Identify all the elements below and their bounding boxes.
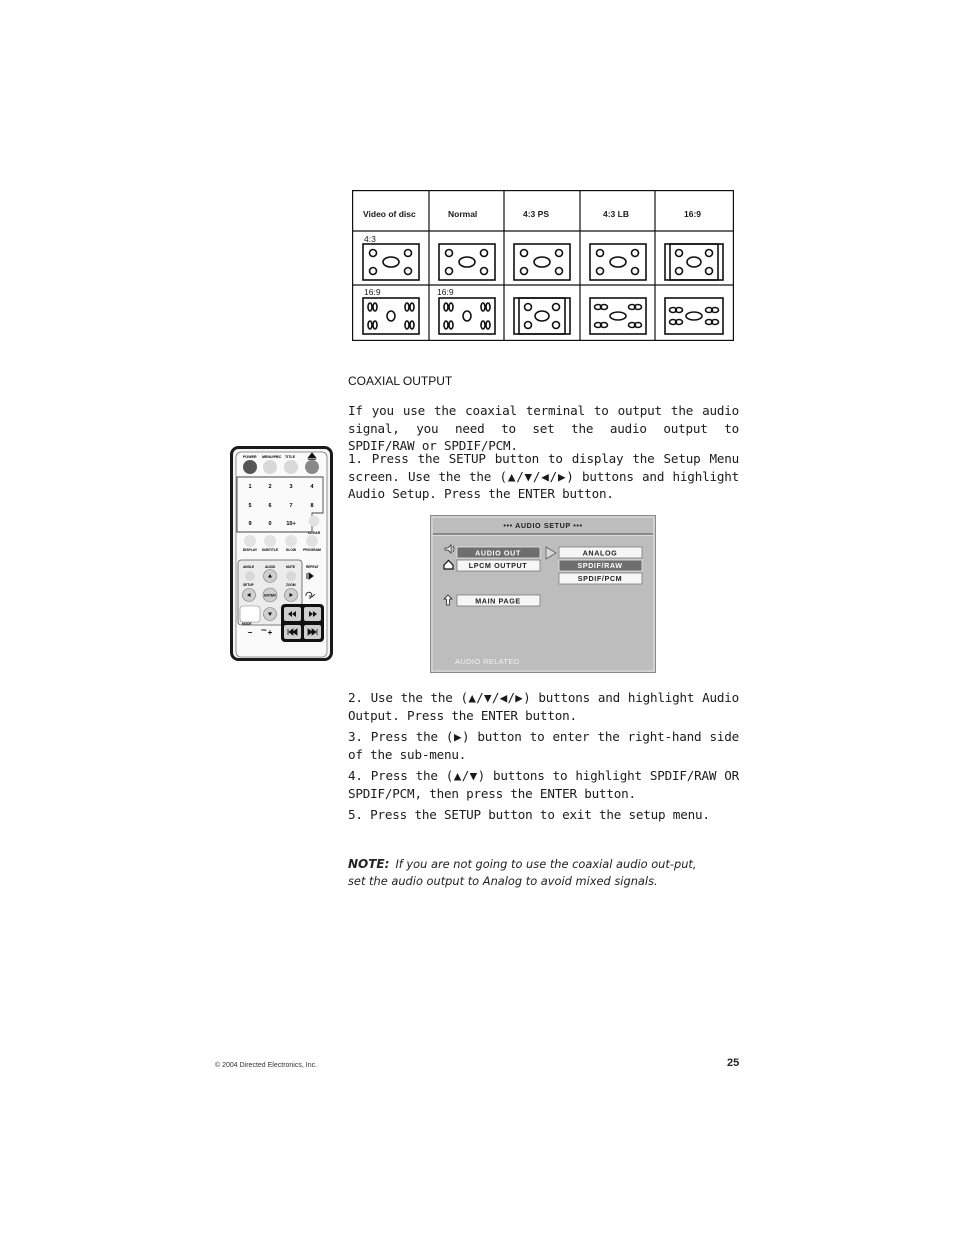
power-button (243, 460, 257, 474)
svg-text:SPDIF/RAW: SPDIF/RAW (577, 561, 623, 570)
digit-6: 6 (268, 503, 272, 509)
step-5: 5. Press the SETUP button to exit the setup menu. (348, 807, 710, 822)
row-label-169: 16:9 (364, 287, 381, 297)
digit-0: 0 (268, 521, 272, 527)
audio-setup-menu-screen (430, 515, 656, 673)
remote-label-enter: ENTER (264, 593, 276, 598)
remote-label-slow: SLOW (285, 548, 297, 552)
remote-label-angle: ANGLE (243, 565, 255, 569)
copyright: © 2004 Directed Electronics, Inc. (215, 1062, 318, 1069)
remote-label-setup: SETUP (243, 583, 254, 587)
remote-label-clear: CLEAR (307, 531, 321, 535)
digit-5: 5 (248, 503, 252, 509)
remote-label-zoom: ZOOM (286, 583, 296, 587)
row-label-43: 4:3 (364, 234, 376, 244)
remote-label-subtitle: SUBTITLE (261, 548, 279, 552)
intro-paragraph: If you use the coaxial terminal to output the audio signal, you need to set the audio output to SPDIF/RAW or SPDIF/PCM. (348, 403, 739, 453)
remote-label-display: DISPLAY (242, 548, 258, 552)
title-button (284, 460, 298, 474)
page-number: 25 (727, 1057, 740, 1069)
digit-4: 4 (310, 484, 314, 490)
step-2: 2. Use the the (▲/▼/◀/▶) buttons and highlight Audio Output. Press the ENTER button. (348, 690, 739, 723)
aspect-header-video: Video of disc (363, 209, 416, 219)
remote-control-illustration (230, 446, 333, 661)
digit-7: 7 (289, 503, 293, 509)
aspect-header-169: 16:9 (684, 209, 702, 219)
menu-footer: AUDIO RELATED (455, 657, 520, 666)
note-text: If you are not going to use the coaxial audio out-put, set the audio output to Analog to avoid mixed signals. (348, 857, 697, 888)
aspect-header-normal: Normal (448, 209, 478, 219)
note-block (348, 856, 708, 890)
aspect-header-43ps: 4:3 PS (523, 209, 549, 219)
eject-button (305, 460, 319, 474)
remote-label-title: TITLE (285, 455, 295, 459)
digit-10plus: 10+ (286, 521, 296, 527)
remote-label-mute: MUTE (286, 565, 296, 569)
row-label-normal-169: 16:9 (437, 287, 454, 297)
menu-pbc-button (263, 460, 277, 474)
aspect-ratio-table (352, 190, 734, 341)
svg-text:ANALOG: ANALOG (582, 548, 618, 558)
step-1: 1. Press the SETUP button to display the Setup Menu screen. Use the the (▲/▼/◀/▶) buttons and highlight Audio Setup. Press the ENTER button. (348, 451, 739, 501)
aspect-header-43lb: 4:3 LB (603, 209, 629, 219)
digit-8: 8 (310, 503, 314, 509)
remote-label-mode: MODE (242, 622, 252, 626)
remote-label-repeat: REPEAT (306, 565, 319, 569)
digit-2: 2 (268, 484, 272, 490)
svg-text:LPCM OUTPUT: LPCM OUTPUT (468, 561, 528, 570)
remote-label-audio: AUDIO (265, 565, 276, 569)
digit-9: 9 (248, 521, 252, 527)
section-title: COAXIAL OUTPUT (348, 374, 453, 388)
digit-3: 3 (289, 484, 293, 490)
remote-label-power: POWER (243, 455, 257, 459)
svg-text:AUDIO OUT: AUDIO OUT (475, 548, 521, 558)
step-3: 3. Press the (▶) button to enter the right-hand side of the sub-menu. (348, 729, 739, 762)
svg-text:−: − (247, 628, 253, 637)
remote-label-menu: MENU/PBC (262, 455, 282, 459)
svg-text:+: + (267, 628, 273, 637)
step-4: 4. Press the (▲/▼) buttons to highlight SPDIF/RAW OR SPDIF/PCM, then press the ENTER button. (348, 768, 739, 801)
svg-text:MAIN PAGE: MAIN PAGE (475, 596, 521, 606)
note-label: NOTE: (348, 857, 390, 871)
remote-label-program: PROGRAM (303, 548, 321, 552)
digit-1: 1 (248, 484, 252, 490)
menu-title: ••• AUDIO SETUP ••• (503, 521, 583, 530)
remote-label-vol: VOL (261, 628, 268, 632)
svg-text:SPDIF/PCM: SPDIF/PCM (577, 574, 623, 583)
